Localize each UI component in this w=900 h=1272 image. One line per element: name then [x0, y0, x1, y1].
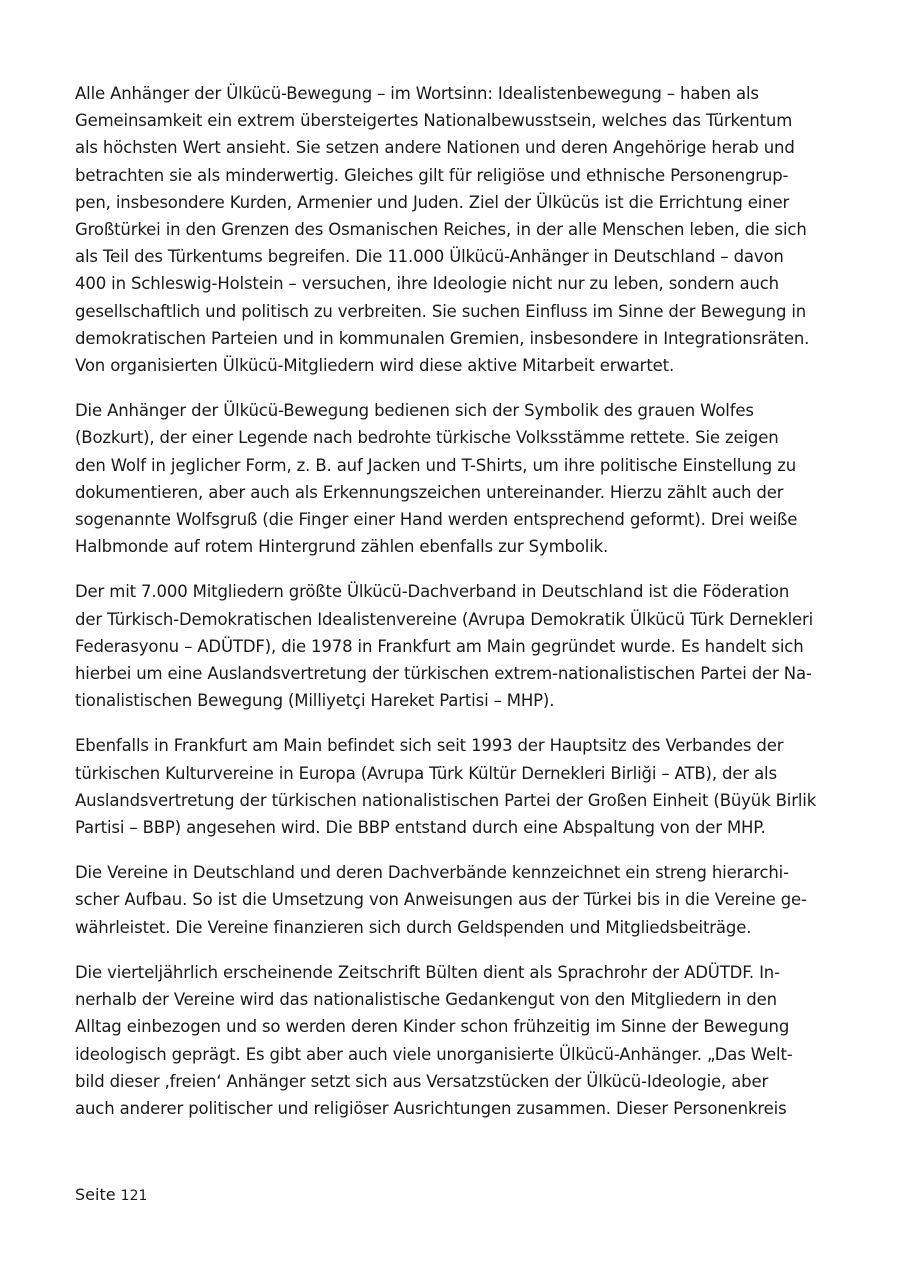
paragraph-ideology [75, 80, 827, 379]
text-line: Von organisierten Ülkücü-Mitgliedern wird diese aktive Mitarbeit erwartet. [75, 356, 675, 376]
text-line: scher Aufbau. So ist die Umsetzung von Anweisungen aus der Türkei bis in die Vereine ge- [75, 890, 807, 910]
text-line: ideologisch geprägt. Es gibt aber auch viele unorganisierte Ülkücü-Anhänger. „Das Welt- [75, 1044, 793, 1064]
page-number: 121 [120, 1188, 148, 1204]
text-line: betrachten sie als minderwertig. Gleiches gilt für religiöse und ethnische Personengrup- [75, 165, 789, 185]
text-line: Alle Anhänger der Ülkücü-Bewegung – im Wortsinn: Idealistenbewegung – haben als [75, 84, 759, 103]
text-line: währleistet. Die Vereine finanzieren sich durch Geldspenden und Mitgliedsbeiträge. [75, 917, 752, 937]
text-line: den Wolf in jeglicher Form, z. B. auf Jacken und T-Shirts, um ihre politische Einstellung zu [75, 455, 797, 475]
text-line: tionalistischen Bewegung (Milliyetçi Hareket Partisi – MHP). [75, 691, 555, 711]
text-line: türkischen Kulturvereine in Europa (Avrupa Türk Kültür Dernekleri Birliği – ATB), der als [75, 763, 777, 783]
text-line: Die Anhänger der Ülkücü-Bewegung bedienen sich der Symbolik des grauen Wolfes [75, 401, 754, 421]
text-line: Die Vereine in Deutschland und deren Dachverbände kennzeichnet ein streng hierarchi- [75, 863, 789, 883]
text-line: Großtürkei in den Grenzen des Osmanischen Reiches, in der alle Menschen leben, die sich [75, 220, 807, 240]
text-line: hierbei um eine Auslandsvertretung der türkischen extrem-nationalistischen Partei der Na- [75, 664, 812, 684]
text-line: demokratischen Parteien und in kommunalen Gremien, insbesondere in Integrationsräten. [75, 328, 810, 348]
paragraph-structure [75, 859, 827, 941]
text-line: Halbmonde auf rotem Hintergrund zählen ebenfalls zur Symbolik. [75, 537, 609, 557]
text-line: Federasyonu – ADÜTDF), die 1978 in Frankfurt am Main gegründet wurde. Es handelt sich [75, 636, 804, 656]
text-line: als Teil des Türkentums begreifen. Die 11.000 Ülkücü-Anhänger in Deutschland – davon [75, 247, 784, 267]
page-footer [75, 1185, 147, 1204]
text-line: gesellschaftlich und politisch zu verbreiten. Sie suchen Einfluss im Sinne der Bewegung in [75, 301, 807, 321]
text-line: Gemeinsamkeit ein extrem übersteigertes Nationalbewusstsein, welches das Türkentum [75, 111, 793, 131]
text-line: 400 in Schleswig-Holstein – versuchen, ihre Ideologie nicht nur zu leben, sondern auch [75, 274, 779, 294]
text-line: dokumentieren, aber auch als Erkennungszeichen untereinander. Hierzu zählt auch der [75, 482, 784, 502]
text-line: sogenannte Wolfsgruß (die Finger einer Hand werden entsprechend geformt). Drei weiße [75, 510, 798, 530]
text-line: Auslandsvertretung der türkischen nationalistischen Partei der Großen Einheit (Büyük Birlik [75, 790, 817, 810]
text-line: Ebenfalls in Frankfurt am Main befindet sich seit 1993 der Hauptsitz des Verbandes der [75, 736, 784, 756]
text-line: (Bozkurt), der einer Legende nach bedrohte türkische Volksstämme rettete. Sie zeigen [75, 428, 779, 448]
text-line: Partisi – BBP) angesehen wird. Die BBP entstand durch eine Abspaltung von der MHP. [75, 818, 766, 838]
paragraph-atb [75, 732, 827, 841]
paragraph-bulten [75, 959, 827, 1122]
text-line: Der mit 7.000 Mitgliedern größte Ülkücü-Dachverband in Deutschland ist die Föderation [75, 582, 790, 602]
text-line: pen, insbesondere Kurden, Armenier und Juden. Ziel der Ülkücüs ist die Errichtung einer [75, 192, 790, 212]
paragraph-adutdf [75, 578, 827, 714]
paragraph-symbolism [75, 397, 827, 560]
text-line: als höchsten Wert ansieht. Sie setzen andere Nationen und deren Angehörige herab und [75, 138, 795, 158]
text-line: Alltag einbezogen und so werden deren Kinder schon frühzeitig im Sinne der Bewegung [75, 1017, 790, 1037]
text-line: Die vierteljährlich erscheinende Zeitschrift Bülten dient als Sprachrohr der ADÜTDF. In- [75, 962, 780, 982]
page-label: Seite [75, 1185, 116, 1204]
document-body [75, 80, 827, 1140]
text-line: nerhalb der Vereine wird das nationalistische Gedankengut von den Mitgliedern in den [75, 990, 777, 1010]
text-line: auch anderer politischer und religiöser Ausrichtungen zusammen. Dieser Personenkreis [75, 1098, 787, 1118]
text-line: bild dieser ‚freien‘ Anhänger setzt sich aus Versatzstücken der Ülkücü-Ideologie, aber [75, 1071, 769, 1091]
text-line: der Türkisch-Demokratischen Idealistenvereine (Avrupa Demokratik Ülkücü Türk Dernekleri [75, 609, 814, 629]
